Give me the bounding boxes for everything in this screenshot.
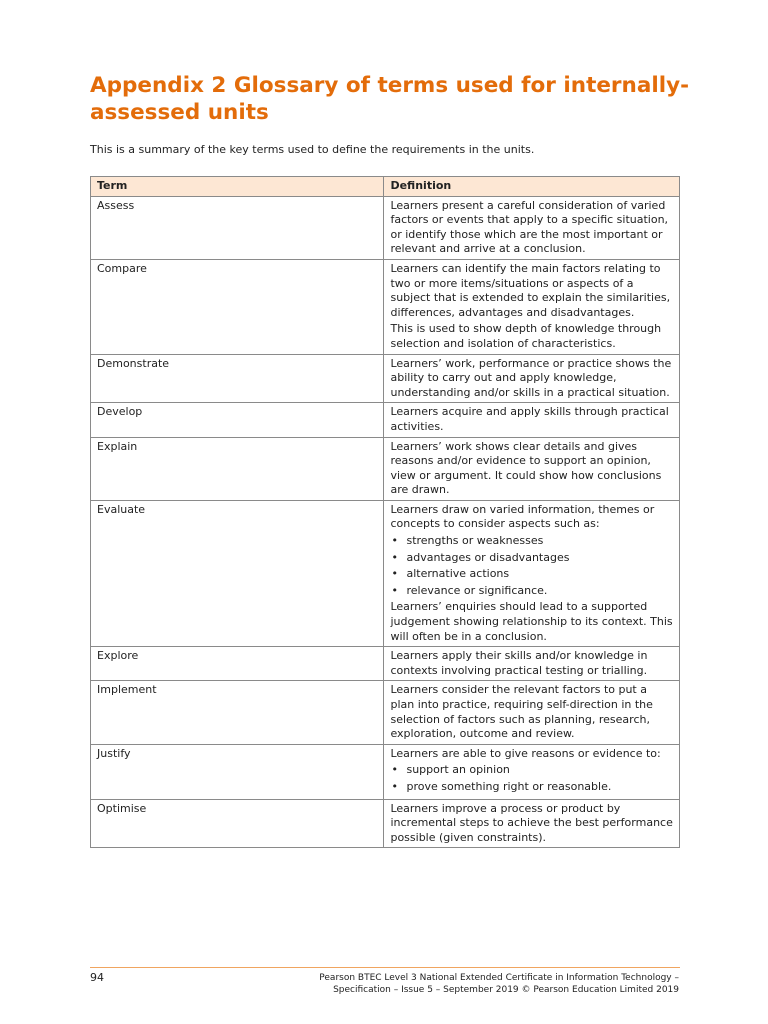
term-cell: Develop bbox=[91, 403, 384, 437]
table-row bbox=[91, 500, 680, 646]
table-row bbox=[91, 647, 680, 681]
definition-text: Learners acquire and apply skills through practical activities. bbox=[390, 405, 669, 433]
term-cell: Justify bbox=[91, 744, 384, 799]
definition-cell bbox=[384, 500, 680, 646]
table-row bbox=[91, 196, 680, 259]
page-number: 94 bbox=[90, 971, 104, 984]
definition-cell bbox=[384, 744, 680, 799]
bullet-item: • prove something right or reasonable. bbox=[390, 780, 673, 795]
footer-citation bbox=[219, 972, 679, 996]
definition-text: Learners’ work, performance or practice shows the ability to carry out and apply knowledge, understanding and/or skills in a practical situation. bbox=[390, 356, 672, 399]
table-row bbox=[91, 437, 680, 500]
glossary-table bbox=[90, 176, 680, 848]
definition-text: Learners’ enquiries should lead to a supported judgement showing relationship to its context. This will often be in a conclusion. bbox=[390, 600, 673, 643]
table-row bbox=[91, 403, 680, 437]
definition-text: Learners improve a process or product by incremental steps to achieve the best performance possible (given constraints). bbox=[390, 801, 673, 844]
bullet-item: • advantages or disadvantages bbox=[390, 551, 673, 566]
term-cell: Evaluate bbox=[91, 500, 384, 646]
bullet-item: • strengths or weaknesses bbox=[390, 534, 673, 549]
term-cell: Assess bbox=[91, 196, 384, 259]
bullet-item: • alternative actions bbox=[390, 567, 673, 582]
term-cell: Demonstrate bbox=[91, 354, 384, 403]
column-header-definition: Definition bbox=[384, 177, 680, 197]
term-cell: Implement bbox=[91, 681, 384, 744]
bullet-list bbox=[390, 763, 673, 794]
definition-cell bbox=[384, 681, 680, 744]
definition-cell bbox=[384, 259, 680, 354]
definition-text: Learners’ work shows clear details and gives reasons and/or evidence to support an opinion, view or argument. It could show how conclusions are drawn. bbox=[390, 439, 662, 497]
definition-text: Learners draw on varied information, themes or concepts to consider aspects such as: bbox=[390, 502, 655, 531]
table-header-row bbox=[91, 177, 680, 197]
footer-line-2: Specification – Issue 5 – September 2019 © Pearson Education Limited 2019 bbox=[333, 985, 679, 995]
term-cell: Explore bbox=[91, 647, 384, 681]
definition-text: Learners present a careful consideration of varied factors or events that apply to a specific situation, or identify those which are the most important or relevant and arrive at a conclusion. bbox=[390, 198, 669, 256]
definition-text: Learners are able to give reasons or evidence to: bbox=[390, 746, 661, 760]
table-row bbox=[91, 799, 680, 848]
table-row bbox=[91, 259, 680, 354]
table-row bbox=[91, 744, 680, 799]
bullet-item: • support an opinion bbox=[390, 763, 673, 778]
term-cell: Compare bbox=[91, 259, 384, 354]
bullet-list bbox=[390, 534, 673, 598]
definition-text: This is used to show depth of knowledge through selection and isolation of characteristics. bbox=[390, 322, 662, 350]
table-row bbox=[91, 681, 680, 744]
definition-cell bbox=[384, 403, 680, 437]
definition-cell bbox=[384, 799, 680, 848]
table-row bbox=[91, 354, 680, 403]
intro-text: This is a summary of the key terms used to define the requirements in the units. bbox=[90, 143, 535, 156]
definition-cell bbox=[384, 196, 680, 259]
bullet-item: • relevance or significance. bbox=[390, 584, 673, 599]
definition-text: Learners consider the relevant factors to put a plan into practice, requiring self-direction in the selection of factors such as planning, research, exploration, outcome and review. bbox=[390, 683, 653, 741]
footer-divider bbox=[90, 967, 680, 968]
definition-text: Learners apply their skills and/or knowledge in contexts involving practical testing or trialling. bbox=[390, 649, 648, 677]
definition-cell bbox=[384, 647, 680, 681]
definition-cell bbox=[384, 437, 680, 500]
definition-cell bbox=[384, 354, 680, 403]
page-title: Appendix 2 Glossary of terms used for internally-assessed units bbox=[90, 73, 690, 125]
term-cell: Optimise bbox=[91, 799, 384, 848]
footer-line-1: Pearson BTEC Level 3 National Extended Certificate in Information Technology – bbox=[319, 973, 679, 983]
definition-text: Learners can identify the main factors relating to two or more items/situations or aspects of a subject that is extended to explain the similarities, differences, advantages and disadvantages. bbox=[390, 261, 671, 319]
term-cell: Explain bbox=[91, 437, 384, 500]
column-header-term: Term bbox=[91, 177, 384, 197]
